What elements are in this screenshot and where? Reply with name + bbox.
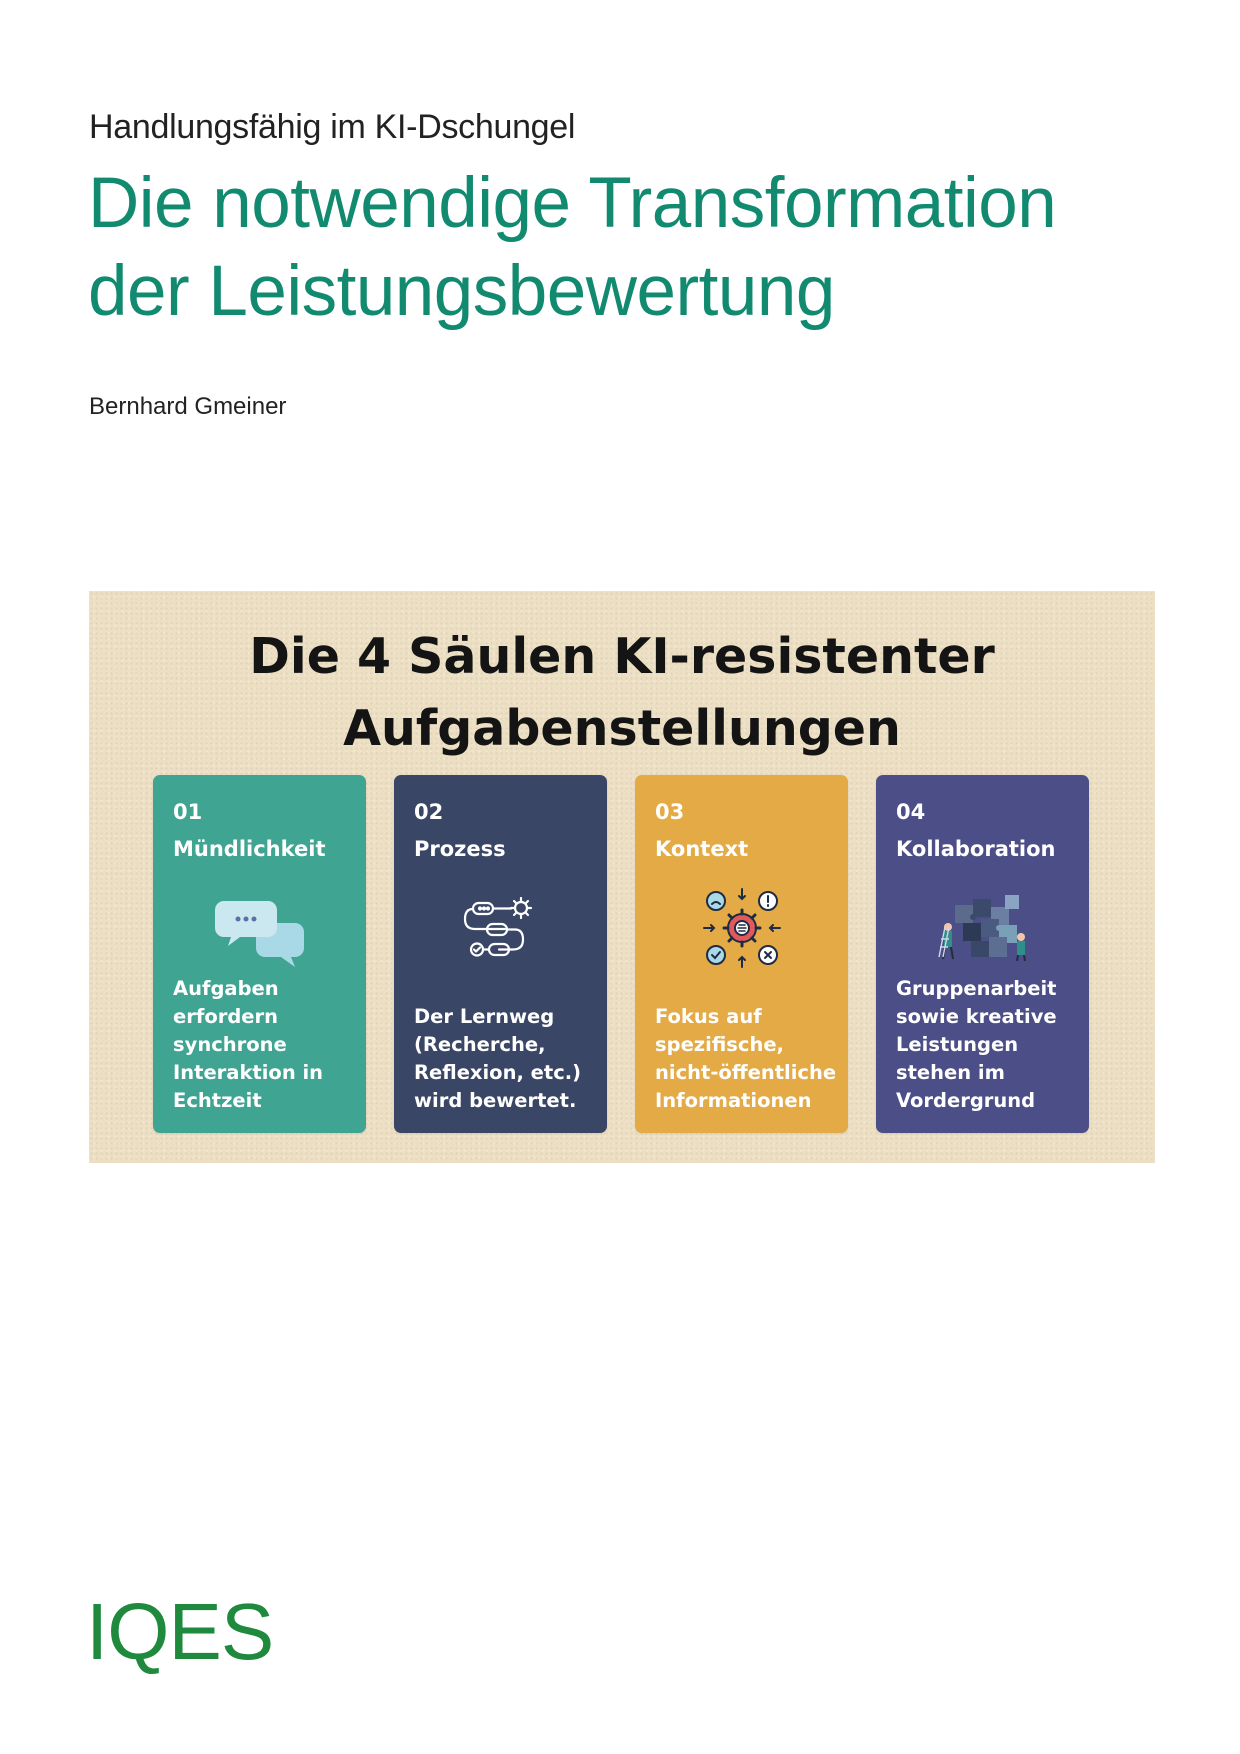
description-line: Leistungen: [896, 1033, 1019, 1056]
page-title-line-2: der Leistungsbewertung: [88, 252, 835, 331]
description-line: Reflexion, etc.): [414, 1061, 582, 1084]
description-line: spezifische,: [655, 1033, 784, 1056]
supertitle: Handlungsfähig im KI-Dschungel: [89, 108, 576, 146]
description-line: Informationen: [655, 1089, 812, 1112]
infographic-title-line-2: Aufgabenstellungen: [343, 700, 901, 757]
page-title: [88, 160, 1168, 336]
infographic-figure: [89, 591, 1155, 1163]
description-line: synchrone: [173, 1033, 287, 1056]
pillar-card-kollaboration: [876, 775, 1089, 1133]
page-title-line-1: Die notwendige Transformation: [88, 164, 1057, 243]
description-line: erfordern: [173, 1005, 279, 1028]
pillar-label: Kollaboration: [896, 837, 1056, 861]
process-flow-icon: [451, 887, 551, 977]
description-line: stehen im: [896, 1061, 1005, 1084]
context-gear-icon: [692, 887, 792, 977]
description-line: Echtzeit: [173, 1089, 262, 1112]
description-line: Aufgaben: [173, 977, 279, 1000]
pillar-description: [414, 1003, 597, 1115]
pillar-card-kontext: [635, 775, 848, 1133]
pillar-label: Prozess: [414, 837, 506, 861]
pillar-card-muendlichkeit: [153, 775, 366, 1133]
author-name: Bernhard Gmeiner: [89, 393, 287, 420]
pillar-card-prozess: [394, 775, 607, 1133]
pillar-label: Kontext: [655, 837, 749, 861]
iqes-logo: IQES: [86, 1587, 274, 1676]
description-line: (Recherche,: [414, 1033, 546, 1056]
pillar-description: [173, 975, 356, 1115]
pillar-number: 02: [414, 800, 444, 824]
infographic-title: [89, 621, 1155, 765]
pillar-description: [655, 1003, 838, 1115]
infographic-title-line-1: Die 4 Säulen KI-resistenter: [249, 628, 995, 685]
puzzle-team-icon: [933, 887, 1033, 977]
pillar-number: 03: [655, 800, 685, 824]
pillar-number: 01: [173, 800, 203, 824]
description-line: wird bewertet.: [414, 1089, 577, 1112]
description-line: sowie kreative: [896, 1005, 1057, 1028]
description-line: Der Lernweg: [414, 1005, 555, 1028]
description-line: Interaktion in: [173, 1061, 324, 1084]
pillar-number: 04: [896, 800, 926, 824]
description-line: Gruppenarbeit: [896, 977, 1057, 1000]
speech-bubbles-icon: [210, 887, 310, 977]
pillar-description: [896, 975, 1079, 1115]
description-line: Fokus auf: [655, 1005, 762, 1028]
description-line: Vordergrund: [896, 1089, 1036, 1112]
pillar-label: Mündlichkeit: [173, 837, 326, 861]
description-line: nicht-öffentliche: [655, 1061, 837, 1084]
